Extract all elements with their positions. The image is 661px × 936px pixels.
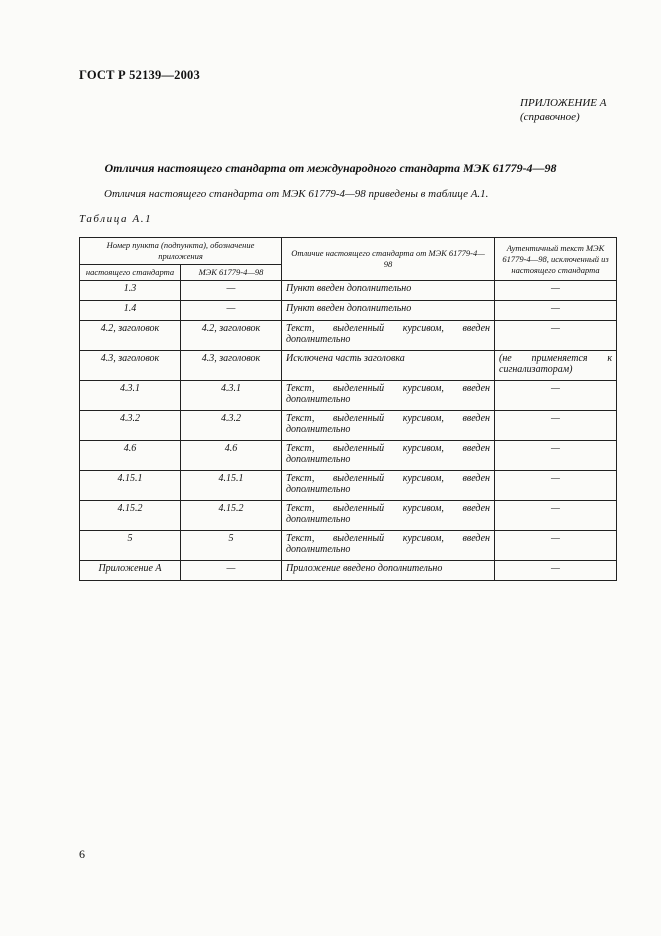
table-row — [80, 471, 617, 501]
table-row — [80, 531, 617, 561]
cell-iec-clause: 4.3.2 — [181, 411, 282, 441]
intro-paragraph: Отличия настоящего стандарта от МЭК 61779-4—98 приведены в таблице А.1. — [104, 188, 489, 200]
cell-difference: Пункт введен дополнительно — [282, 301, 495, 321]
header-iec-standard: МЭК 61779-4—98 — [181, 265, 282, 281]
cell-this-clause: 5 — [80, 531, 181, 561]
table-row — [80, 301, 617, 321]
section-title: Отличия настоящего стандарта от международного стандарта МЭК 61779-4—98 — [104, 161, 557, 175]
table-row — [80, 381, 617, 411]
cell-authentic-text: — — [495, 531, 617, 561]
cell-iec-clause: — — [181, 281, 282, 301]
cell-this-clause: 1.3 — [80, 281, 181, 301]
cell-this-clause: 4.3.2 — [80, 411, 181, 441]
cell-this-clause: Приложение А — [80, 561, 181, 581]
cell-authentic-text: — — [495, 321, 617, 351]
cell-this-clause: 4.15.2 — [80, 501, 181, 531]
cell-difference: Пункт введен дополнительно — [282, 281, 495, 301]
cell-authentic-text: (не применяется к сигнализаторам) — [495, 351, 617, 381]
cell-difference: Текст, выделенный курсивом, введен дополнительно — [282, 321, 495, 351]
page-number: 6 — [79, 847, 85, 861]
appendix-note: (справочное) — [520, 111, 580, 123]
header-difference: Отличие настоящего стандарта от МЭК 61779-4— 98 — [282, 238, 495, 281]
cell-iec-clause: 4.15.1 — [181, 471, 282, 501]
cell-authentic-text: — — [495, 411, 617, 441]
cell-difference: Текст, выделенный курсивом, введен дополнительно — [282, 531, 495, 561]
cell-difference: Приложение введено дополнительно — [282, 561, 495, 581]
cell-this-clause: 4.3, заголовок — [80, 351, 181, 381]
cell-iec-clause: 4.6 — [181, 441, 282, 471]
cell-iec-clause: 4.2, заголовок — [181, 321, 282, 351]
table-row — [80, 411, 617, 441]
cell-iec-clause: 4.15.2 — [181, 501, 282, 531]
table-row — [80, 321, 617, 351]
cell-iec-clause: 4.3, заголовок — [181, 351, 282, 381]
cell-difference: Текст, выделенный курсивом, введен дополнительно — [282, 501, 495, 531]
cell-this-clause: 4.15.1 — [80, 471, 181, 501]
cell-authentic-text: — — [495, 501, 617, 531]
cell-difference: Текст, выделенный курсивом, введен дополнительно — [282, 471, 495, 501]
table-row — [80, 501, 617, 531]
cell-iec-clause: 4.3.1 — [181, 381, 282, 411]
cell-authentic-text: — — [495, 471, 617, 501]
table-row — [80, 561, 617, 581]
table-caption: Таблица А.1 — [79, 213, 153, 225]
header-this-standard: настоящего стандарта — [80, 265, 181, 281]
table-row — [80, 351, 617, 381]
table-row — [80, 281, 617, 301]
cell-authentic-text: — — [495, 301, 617, 321]
cell-this-clause: 4.3.1 — [80, 381, 181, 411]
cell-difference: Исключена часть заголовка — [282, 351, 495, 381]
table-row — [80, 441, 617, 471]
cell-this-clause: 1.4 — [80, 301, 181, 321]
cell-iec-clause: — — [181, 301, 282, 321]
differences-table — [79, 237, 617, 581]
document-code: ГОСТ Р 52139—2003 — [79, 68, 200, 82]
appendix-block — [520, 96, 606, 124]
cell-this-clause: 4.2, заголовок — [80, 321, 181, 351]
cell-difference: Текст, выделенный курсивом, введен дополнительно — [282, 411, 495, 441]
cell-authentic-text: — — [495, 281, 617, 301]
cell-this-clause: 4.6 — [80, 441, 181, 471]
appendix-label: ПРИЛОЖЕНИЕ А — [520, 97, 607, 109]
header-clause-number: Номер пункта (подпункта), обозначение приложения — [80, 238, 282, 265]
header-authentic-text: Аутентичный текст МЭК 61779-4—98, исключенный из настоящего стандарта — [495, 238, 617, 281]
cell-iec-clause: — — [181, 561, 282, 581]
cell-difference: Текст, выделенный курсивом, введен дополнительно — [282, 381, 495, 411]
cell-iec-clause: 5 — [181, 531, 282, 561]
cell-authentic-text: — — [495, 441, 617, 471]
cell-authentic-text: — — [495, 381, 617, 411]
cell-authentic-text: — — [495, 561, 617, 581]
cell-difference: Текст, выделенный курсивом, введен дополнительно — [282, 441, 495, 471]
